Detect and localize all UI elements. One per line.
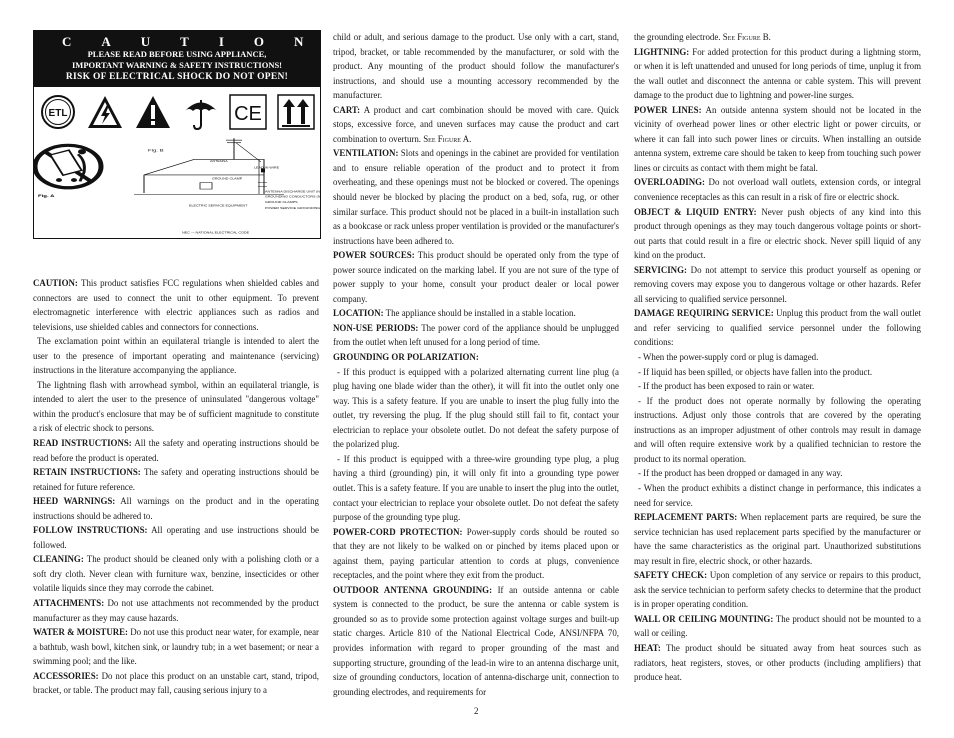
lightning-paragraph <box>634 45 921 103</box>
retain-instructions-paragraph <box>33 465 319 494</box>
paragraph-13-text: - When the product exhibits a distinct change in performance, this indicates a need for service. <box>634 482 921 508</box>
paragraph-2-paragraph <box>33 334 319 378</box>
lightning-triangle-icon <box>86 93 124 131</box>
ce-mark-icon <box>229 93 267 131</box>
paragraph-1-text: child or adult, and serious damage to the product. Use only with a cart, stand, tripod, bracket, or table recommended by the manufacturer, or sold with the product. Any mounting of the product should follow the manufacturer's instructions, and should use a mounting accessory recommended by the manufacturer. <box>333 32 619 101</box>
attachments-text: Do not use attachments not recommended by the product manufacturer as they may cause hazards. <box>33 598 319 623</box>
paragraph-11-paragraph <box>634 394 921 467</box>
attachments-paragraph <box>33 596 319 625</box>
paragraph-8-paragraph <box>333 365 619 452</box>
follow-instructions-paragraph <box>33 523 319 552</box>
paragraph-1-paragraph <box>634 30 921 45</box>
overloading-text: Do not overload wall outlets, extension cords, or integral convenience receptacles as this can result in a risk of fire or electric shock. <box>634 177 921 203</box>
power-cord-protection-heading: POWER-CORD PROTECTION: <box>333 526 463 537</box>
this-side-up-icon <box>277 93 315 131</box>
caution-header <box>34 31 334 87</box>
ce-text: CE <box>234 103 263 125</box>
damage-requiring-service-text: Unplug this product from the wall outlet and refer servicing to qualified service personnel under the following conditions: <box>634 308 921 348</box>
ventilation-text: Slots and openings in the cabinet are provided for ventilation and to ensure reliable operation of the product and to protect it from overheating, and these openings must not be blocked or covered. The openings should never be blocked by placing the product on a bed, sofa, rug, or other similar surface. This product should not be placed in a built-in installation such as a bookcase or rack unless proper ventilation is provided or the manufacturer's instructions have been adhered to. <box>333 148 619 246</box>
etl-listed-icon <box>39 93 77 131</box>
caution-line-3: RISK OF ELECTRICAL SHOCK DO NOT OPEN! <box>65 72 289 82</box>
wall-or-ceiling-mounting-text: The product should not be mounted to a wall or ceiling. <box>634 613 921 639</box>
power-lines-paragraph <box>634 103 921 176</box>
heat-heading: HEAT: <box>634 642 661 653</box>
servicing-heading: SERVICING: <box>634 264 687 275</box>
paragraph-10-paragraph <box>634 379 921 394</box>
heat-paragraph <box>634 641 921 685</box>
label-antenna: ANTENNA <box>209 159 228 163</box>
paragraph-1-paragraph <box>333 30 619 103</box>
heed-warnings-text: All warnings on the product and in the operating instructions should be adhered to. <box>33 496 319 521</box>
power-lines-text: An outside antenna system should not be located in the vicinity of overhead power lines or other electric light or power circuits, or where it can fall into such power lines or circuits. When installing an outside antenna system, extreme care should be taken to keep from touching such power lines or circuits as contact with them might be fatal. <box>634 104 922 173</box>
paragraph-2-text: The exclamation point within an equilateral triangle is intended to alert the user to the presence of important operating and maintenance (servicing) instructions in the literature accompanying the appliance. <box>33 336 319 376</box>
ventilation-heading: VENTILATION: <box>333 148 399 159</box>
power-lines-heading: POWER LINES: <box>634 104 702 115</box>
paragraph-10-text: - If the product has been exposed to rain or water. <box>638 381 815 392</box>
paragraph-12-text: - If the product has been dropped or damaged in any way. <box>638 468 843 479</box>
non-use-periods-text: The power cord of the appliance should be unplugged from the outlet when left unused for a long period of time. <box>333 322 619 348</box>
caution-line-1: PLEASE READ BEFORE USING APPLIANCE, <box>87 49 267 59</box>
retain-instructions-heading: RETAIN INSTRUCTIONS: <box>33 467 141 478</box>
follow-instructions-text: All operating and use instructions should be followed. <box>33 525 319 550</box>
wall-or-ceiling-mounting-paragraph <box>634 612 921 641</box>
safety-check-heading: SAFETY CHECK: <box>634 570 708 581</box>
heat-text: The product should be situated away from heat sources such as radiators, heat registers, stoves, or other products (including amplifiers) that produce heat. <box>634 642 921 683</box>
paragraph-13-paragraph <box>634 481 921 510</box>
damage-requiring-service-paragraph <box>634 306 921 350</box>
read-instructions-heading: READ INSTRUCTIONS: <box>33 438 132 449</box>
paragraph-3-paragraph <box>33 378 319 436</box>
paragraph-11-text: - If the product does not operate normally by following the operating instructions. Adjust only those controls that are covered by the operating instructions as an improper adjustment of other controls may result in damage and will often require extensive work by a qualified technician to restore the product to its normal operation. <box>634 395 921 464</box>
cart-tipping-figure <box>35 145 101 187</box>
label-lead-in-wire: LEAD IN WIRE <box>254 166 280 170</box>
etl-text: ETL <box>48 108 68 119</box>
safety-check-text: Upon completion of any service or repairs to this product, ask the service technician to perform safety checks to determine that the product is in proper operating condition. <box>634 570 921 610</box>
replacement-parts-text: When replacement parts are required, be sure the service technician has used replacement parts specified by the manufacturer or have the same characteristics as the original part. Unauthorized substitutions may result in fire, electric shock, or other hazards. <box>634 512 921 566</box>
location-heading: LOCATION: <box>333 308 384 319</box>
paragraph-8-text: - If this product is equipped with a polarized alternating current line plug (a plug having one blade wider than the other), it will fit into the outlet only one way. This is a safety feature. If you are unable to insert the plug fully into the outlet, try reversing the plug. If the plug should still fail to fit, contact your electrician to replace your obsolete outlet. Do not defeat the safety purpose of the polarized plug. <box>333 366 619 450</box>
column-middle <box>333 30 619 699</box>
outdoor-antenna-grounding-text: If an outside antenna or cable system is connected to the product, be sure the antenna or cable system is grounded so as to provide some protection against voltage surges and built-up static charges. Article 810 of the National Electrical Code, ANSI/NFPA 70, provides information with regard to proper grounding of the mast and supporting structure, grounding of the lead-in wire to an antenna discharge unit, size of grounding conductors, location of antenna-discharge unit, connection to grounding electrodes, and requirements for <box>333 584 619 697</box>
cleaning-heading: CLEANING: <box>33 554 84 565</box>
object-liquid-entry-heading: OBJECT & LIQUID ENTRY: <box>634 206 757 217</box>
paragraph-8-paragraph <box>634 350 921 365</box>
object-liquid-entry-paragraph <box>634 205 921 263</box>
replacement-parts-heading: REPLACEMENT PARTS: <box>634 512 738 523</box>
power-cord-protection-text: Power-supply cords should be routed so that they are not likely to be walked on or pinched by items placed upon or against them, paying particular attention to cords at plugs, convenience receptacles, and the point where they exit from the product. <box>333 526 619 581</box>
power-sources-text: This product should be operated only from the type of power source indicated on the marking label. If you are not sure of the type of power supply to your home, consult your product dealer or local power company. <box>333 250 619 304</box>
accessories-heading: ACCESSORIES: <box>33 670 99 681</box>
lightning-text: For added protection for this product during a lightning storm, or when it is left unattended and unused for long periods of time, unplug it from the wall outlet and disconnect the antenna or cable system. This will prevent damage to the product due to lightning and power-line surges. <box>634 46 921 101</box>
fig-a-label: Fig. A <box>38 193 55 199</box>
col1-body <box>33 276 319 698</box>
power-cord-protection-paragraph <box>333 525 619 583</box>
column-left <box>33 30 334 698</box>
non-use-periods-paragraph <box>333 321 619 350</box>
label-power-service-grounding: POWER SERVICE GROUNDING <box>265 206 320 210</box>
antenna-grounding-figure <box>34 135 320 238</box>
outdoor-antenna-grounding-heading: OUTDOOR ANTENNA GROUNDING: <box>333 584 493 595</box>
caution-paragraph <box>33 276 319 334</box>
label-ground-clamp: GROUND CLAMP <box>212 177 243 181</box>
cart-paragraph <box>333 103 619 147</box>
page-number: 2 <box>474 706 479 716</box>
accessories-text: Do not place this product on an unstable cart, stand, tripod, bracket, or table. The product may fall, causing serious injury to a <box>33 670 319 696</box>
attachments-heading: ATTACHMENTS: <box>33 598 105 609</box>
outdoor-antenna-grounding-paragraph <box>333 583 619 699</box>
see-figure-reference: See Figure A. <box>421 133 472 144</box>
cart-heading: CART: <box>333 104 361 115</box>
power-sources-heading: POWER SOURCES: <box>333 250 415 261</box>
cart-text: A product and cart combination should be moved with care. Quick stops, excessive force, and uneven surfaces may cause the product and cart combination to overturn. <box>333 104 619 144</box>
paragraph-3-text: The lightning flash with arrowhead symbol, within an equilateral triangle, is intended to alert the user to the presence of uninsulated "dangerous voltage" within the product's enclosure that may be of sufficient magnitude to constitute a risk of electric shock to persons. <box>33 379 319 434</box>
retain-instructions-text: The safety and operating instructions should be retained for future reference. <box>33 467 319 492</box>
label-electric-service-equipment: ELECTRIC SERVICE EQUIPMENT <box>189 204 248 208</box>
overloading-paragraph <box>634 175 921 204</box>
caution-title: CAUTION <box>62 34 334 49</box>
water-moisture-text: Do not use this product near water, for example, near a bathtub, wash bowl, kitchen sink, or laundry tub; in a wet basement; or near a swimming pool; and the like. <box>33 627 319 667</box>
paragraph-9-paragraph <box>333 452 619 525</box>
accessories-paragraph <box>33 669 319 698</box>
heed-warnings-paragraph <box>33 494 319 523</box>
wall-or-ceiling-mounting-heading: WALL OR CEILING MOUNTING: <box>634 613 774 624</box>
water-moisture-paragraph <box>33 625 319 669</box>
paragraph-8-text: - When the power-supply cord or plug is damaged. <box>638 352 819 363</box>
read-instructions-paragraph <box>33 436 319 465</box>
paragraph-12-paragraph <box>634 466 921 481</box>
non-use-periods-heading: NON-USE PERIODS: <box>333 322 419 333</box>
overloading-heading: OVERLOADING: <box>634 177 706 188</box>
water-moisture-heading: WATER & MOISTURE: <box>33 627 129 638</box>
replacement-parts-paragraph <box>634 510 921 568</box>
power-sources-paragraph <box>333 248 619 306</box>
location-text: The appliance should be installed in a stable location. <box>383 308 576 319</box>
see-figure-reference: See Figure B. <box>720 32 771 42</box>
safety-icon-row <box>34 89 320 135</box>
fig-b-label: Fig. B <box>148 148 164 154</box>
label-antenna-discharge-unit: ANTENNA DISCHARGE UNIT (N <box>265 189 320 194</box>
grounding-or-polarization-heading: GROUNDING OR POLARIZATION: <box>333 352 479 363</box>
column-right <box>634 30 921 685</box>
label-grounding-conductors: GROUNDING CONDUCTORS ( <box>265 195 318 199</box>
ventilation-paragraph <box>333 146 619 248</box>
umbrella-icon <box>182 93 220 131</box>
safety-check-paragraph <box>634 568 921 612</box>
exclamation-triangle-icon <box>134 93 172 131</box>
servicing-paragraph <box>634 263 921 307</box>
caution-heading: CAUTION: <box>33 278 78 288</box>
damage-requiring-service-heading: DAMAGE REQUIRING SERVICE: <box>634 308 774 319</box>
paragraph-1-text: the grounding electrode. <box>634 32 721 42</box>
read-instructions-text: All the safety and operating instructions should be read before the product is operated. <box>33 438 319 463</box>
object-liquid-entry-text: Never push objects of any kind into this product through openings as they may touch dangerous voltage points or short-out parts that could result in a fire or electric shock. Never spill liquid of any kind on the product. <box>634 206 922 261</box>
paragraph-9-text: - If this product is equipped with a three-wire grounding type plug, a plug having a third (grounding) pin, it will only fit into a grounding type power outlet. This is a safety feature. If you are unable to insert the plug into the outlet, contact your electrician to replace your obsolete outlet. Do not defeat the safety purpose of the grounding type plug. <box>333 453 619 523</box>
label-ground-clamps: GROUND CLAMPS <box>265 200 298 205</box>
grounding-or-polarization-paragraph <box>333 350 619 365</box>
caution-text: This product satisfies FCC regulations when shielded cables and connectors are used to connect the unit to other equipment. To prevent electromagnetic interference with electric appliances such as radios and televisions, use shielded cables and connectors for connections. <box>33 278 319 332</box>
cleaning-text: The product should be cleaned only with a polishing cloth or a soft dry cloth. Never clean with furniture wax, benzine, insecticides or other volatile liquids since they may corrode the cabinet. <box>33 554 319 594</box>
paragraph-9-paragraph <box>634 365 921 380</box>
caution-warning-box <box>33 30 334 239</box>
caution-line-2: IMPORTANT WARNING & SAFETY INSTRUCTIONS! <box>71 60 283 70</box>
location-paragraph <box>333 306 619 321</box>
heed-warnings-heading: HEED WARNINGS: <box>33 496 116 507</box>
servicing-text: Do not attempt to service this product yourself as opening or removing covers may expose you to dangerous voltage or other hazards. Refer all servicing to qualified service personnel. <box>634 264 921 304</box>
lightning-heading: LIGHTNING: <box>634 46 690 57</box>
follow-instructions-heading: FOLLOW INSTRUCTIONS: <box>33 525 148 536</box>
nec-note: NEC — NATIONAL ELECTRICAL CODE <box>182 231 250 235</box>
cleaning-paragraph <box>33 552 319 596</box>
paragraph-9-text: - If liquid has been spilled, or objects have fallen into the product. <box>638 366 873 377</box>
